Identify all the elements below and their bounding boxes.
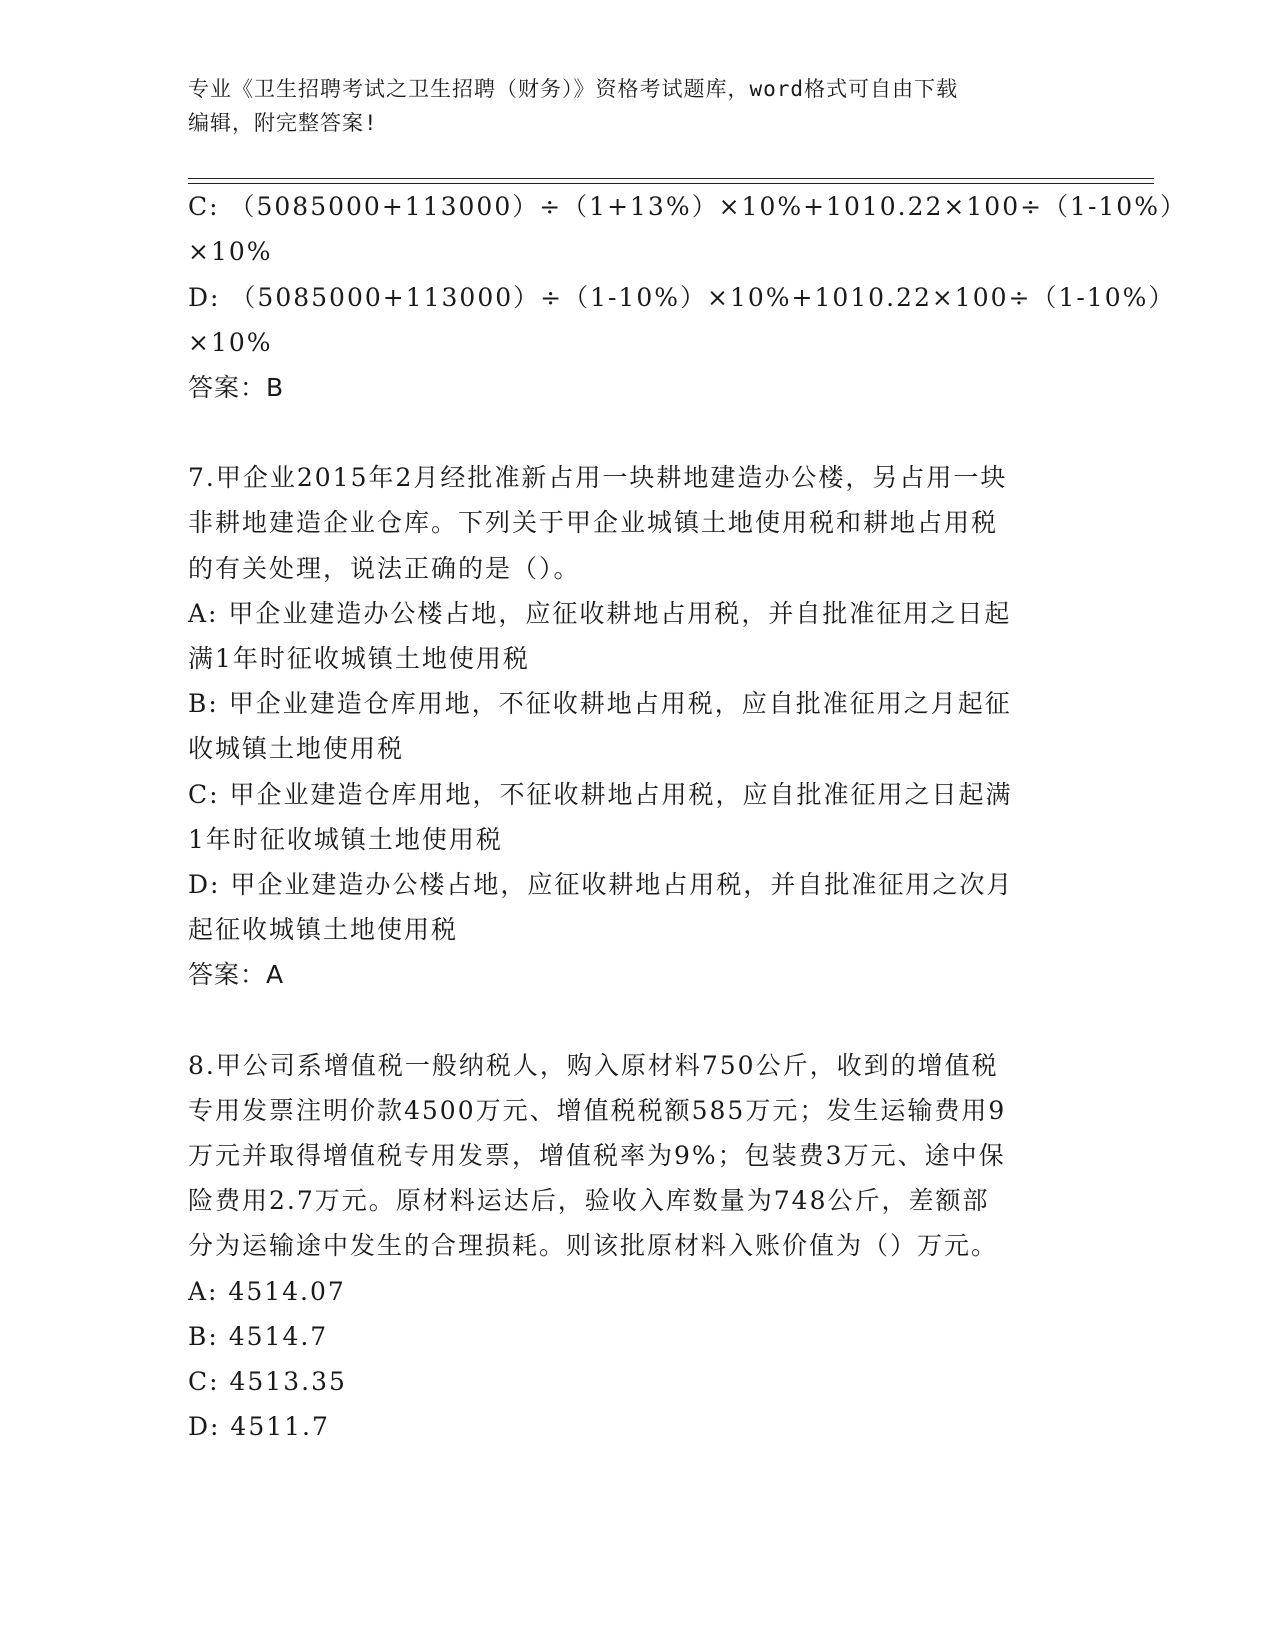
q7-option-d-line-2: 起征收城镇土地使用税 xyxy=(188,915,459,944)
q7-option-c-line-2: 1年时征收城镇土地使用税 xyxy=(188,825,503,854)
q6-option-d-line-2: ×10% xyxy=(188,328,273,357)
q7-option-c-line-1: C: 甲企业建造仓库用地，不征收耕地占用税，应自批准征用之日起满 xyxy=(188,780,1013,809)
q8-option-b: B: 4514.7 xyxy=(188,1322,329,1351)
q8-stem-line-1: 8.甲公司系增值税一般纳税人，购入原材料750公斤，收到的增值税 xyxy=(188,1051,999,1080)
q8-stem-line-3: 万元并取得增值税专用发票，增值税率为9%；包装费3万元、途中保 xyxy=(188,1141,1006,1170)
q6-option-c-line-1: C: （5085000+113000）÷（1+13%）×10%+1010.22×100÷（1-10%） xyxy=(188,192,1187,221)
header-rule-bottom xyxy=(188,183,1154,184)
q8-option-c: C: 4513.35 xyxy=(188,1367,347,1396)
q7-option-a-line-1: A: 甲企业建造办公楼占地，应征收耕地占用税，并自批准征用之日起 xyxy=(188,599,1012,628)
q8-stem-line-2: 专用发票注明价款4500万元、增值税税额585万元；发生运输费用9 xyxy=(188,1096,1007,1125)
document-header xyxy=(188,72,1068,140)
q7-answer: 答案：A xyxy=(188,960,285,989)
q6-option-d-line-1: D: （5085000+113000）÷（1-10%）×10%+1010.22×100÷（1-10%） xyxy=(188,283,1176,312)
header-line-2: 编辑，附完整答案! xyxy=(188,111,378,135)
q7-option-b-line-2: 收城镇土地使用税 xyxy=(188,734,405,763)
q8-stem-line-5: 分为运输途中发生的合理损耗。则该批原材料入账价值为（）万元。 xyxy=(188,1231,999,1260)
q8-option-a: A: 4514.07 xyxy=(188,1277,346,1306)
q8-stem-line-4: 险费用2.7万元。原材料运达后，验收入库数量为748公斤，差额部 xyxy=(188,1186,990,1215)
q7-stem-line-3: 的有关处理，说法正确的是（）。 xyxy=(188,554,581,583)
q6-answer: 答案：B xyxy=(188,373,285,402)
header-rule-top xyxy=(188,178,1154,179)
header-line-1: 专业《卫生招聘考试之卫生招聘（财务）》资格考试题库，word格式可自由下载 xyxy=(188,77,959,101)
q6-option-c-line-2: ×10% xyxy=(188,237,273,266)
q7-option-b-line-1: B: 甲企业建造仓库用地，不征收耕地占用税，应自批准征用之月起征 xyxy=(188,689,1012,718)
q7-stem-line-1: 7.甲企业2015年2月经批准新占用一块耕地建造办公楼，另占用一块 xyxy=(188,463,1008,492)
q8-option-d: D: 4511.7 xyxy=(188,1412,330,1441)
q7-option-a-line-2: 满1年时征收城镇土地使用税 xyxy=(188,644,530,673)
q7-stem-line-2: 非耕地建造企业仓库。下列关于甲企业城镇土地使用税和耕地占用税 xyxy=(188,508,999,537)
q7-option-d-line-1: D: 甲企业建造办公楼占地，应征收耕地占用税，并自批准征用之次月 xyxy=(188,870,1014,899)
